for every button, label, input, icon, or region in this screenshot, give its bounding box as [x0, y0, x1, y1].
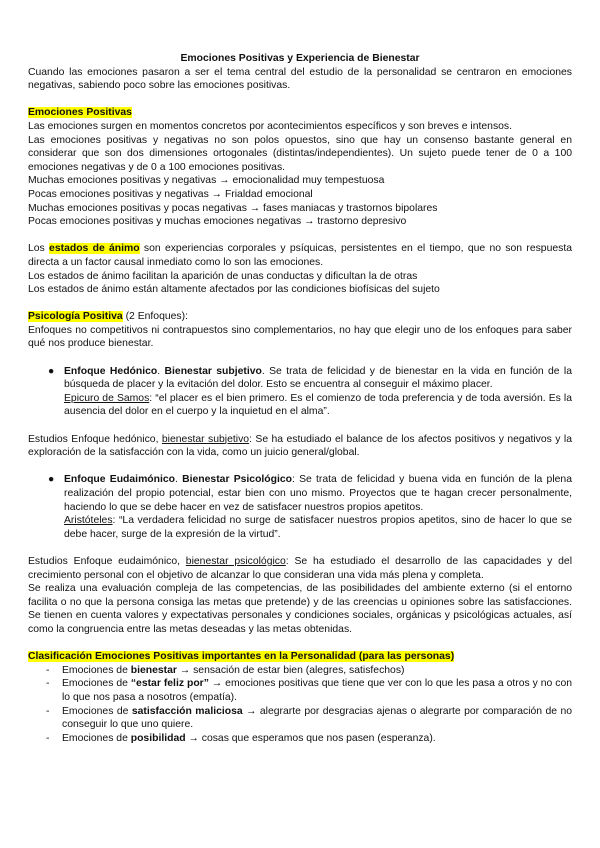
dash-list [28, 664, 572, 746]
list-line: Muchas emociones positivas y pocas negativas → fases maniacas y trastornos bipolares [28, 202, 438, 214]
bullet-icon: ● [48, 474, 55, 486]
list-line: Los estados de ánimo facilitan la aparición de unas conductas y dificultan la de otras [28, 270, 418, 282]
bullet-list [28, 365, 572, 419]
page-title: Emociones Positivas y Experiencia de Bienestar [180, 53, 420, 64]
paragraph: Las emociones surgen en momentos concretos por acontecimientos específicos y son breves e intensos. [28, 120, 512, 132]
estados-animo-paragraph: Los estados de ánimo son experiencias corporales y psíquicas, persistentes en el tiempo, que no son respuesta directa a un factor causal inmediato como lo son las emociones. [28, 243, 572, 268]
studies-eudaimonico-paragraph: Estudios Enfoque eudaimónico, bienestar psicológico: Se ha estudiado el desarrollo de las capacidades y del crecimiento personal con el objetivo de alcanzar lo que consideran una vida más plena y completa. [28, 555, 573, 581]
list-line: Pocas emociones positivas y negativas → Frialdad emocional [28, 188, 313, 200]
studies-hedonico-paragraph: Estudios Enfoque hedónico, bienestar subjetivo: Se ha estudiado el balance de los afectos positivos y negativos y la exploración de la satisfacción con la vida, como un juicio general/global. [28, 433, 572, 459]
section-heading-psicologia-positiva: Psicología Positiva (2 Enfoques): [28, 311, 188, 323]
paragraph: Las emociones positivas y negativas no son polos opuestos, sino que hay un consenso bastante general en considerar que son dos dimensiones ortogonales (distintas/independientes). Un sujeto puede tener de 0 a 100 emociones negativas y de 0 a 100 emociones positivas. [28, 134, 572, 173]
evaluation-paragraph: Se realiza una evaluación compleja de las competencias, de las posibilidades del ambiente externo (si el entorno facilita o no que la persona consiga las metas que pretende) y de las creencias u opiniones sobre las satisfacciones. Se tienen en cuenta valores y expectativas personales y condiciones sociales, orgánicas y psicológicas actuales, así como la congruencia entre las metas deseadas y las metas obtenidas. [28, 583, 572, 635]
document-body [28, 52, 572, 745]
list-line: Los estados de ánimo están altamente afectados por las condiciones biofísicas del sujeto [28, 284, 440, 296]
bullet-icon: ● [48, 365, 55, 377]
list-item-eudaimonico: ● Enfoque Eudaimónico. Bienestar Psicológico: Se trata de felicidad y buena vida en función de la plena realización del propio potencial, estar bien con uno mismo. Proyectos que te hagan crecer personalmente, haciendo lo que se debe hacer en vez de satisfacer nuestros propios apetitos. Aristóteles: “La verdadera felicidad no surge de satisfacer nuestros propios apetitos, sino de hacer lo que se debe hacer, surge de la expresión de la virtud”. [48, 474, 572, 540]
list-item: - Emociones de posibilidad → cosas que esperamos que nos pasen (esperanza). [46, 732, 436, 744]
list-item-hedonico: ● Enfoque Hedónico. Bienestar subjetivo. Se trata de felicidad y de bienestar en la vida en función de la búsqueda de placer y la evitación del dolor. Esto se encuentra al conseguir el máximo placer. Epicuro de Samos: “el placer es el bien primero. Es el comienzo de toda preferencia y de toda aversión. Es la ausencia del dolor en el cuerpo y la inquietud en el alma”. [48, 365, 573, 418]
section-heading-clasificacion: Clasificación Emociones Positivas importantes en la Personalidad (para las personas) [28, 651, 455, 663]
section-heading-emociones-positivas: Emociones Positivas [28, 107, 132, 119]
list-item: - Emociones de “estar feliz por” → emociones positivas que tiene que ver con lo que les pasa a otros y no con lo que nos pasa a nosotros (empatía). [46, 678, 572, 703]
list-item: - Emociones de bienestar → sensación de estar bien (alegres, satisfechos) [46, 664, 405, 676]
list-line: Muchas emociones positivas y negativas → emocionalidad muy tempestuosa [28, 175, 385, 187]
list-item: - Emociones de satisfacción maliciosa → alegrarte por desgracias ajenas o alegrarte por comparación de no conseguir lo que uno quiere. [46, 705, 573, 731]
intro-paragraph: Cuando las emociones pasaron a ser el tema central del estudio de la personalidad se centraron en emociones negativas, sabiendo poco sobre las emociones positivas. [28, 66, 572, 92]
list-line: Pocas emociones positivas y muchas emociones negativas → trastorno depresivo [28, 216, 407, 228]
paragraph: Enfoques no competitivos ni contrapuestos sino complementarios, no hay que elegir uno de los enfoques para saber qué nos produce bienestar. [28, 324, 572, 350]
section-heading-estados-animo: estados de ánimo [49, 243, 140, 255]
bullet-list [28, 473, 572, 541]
